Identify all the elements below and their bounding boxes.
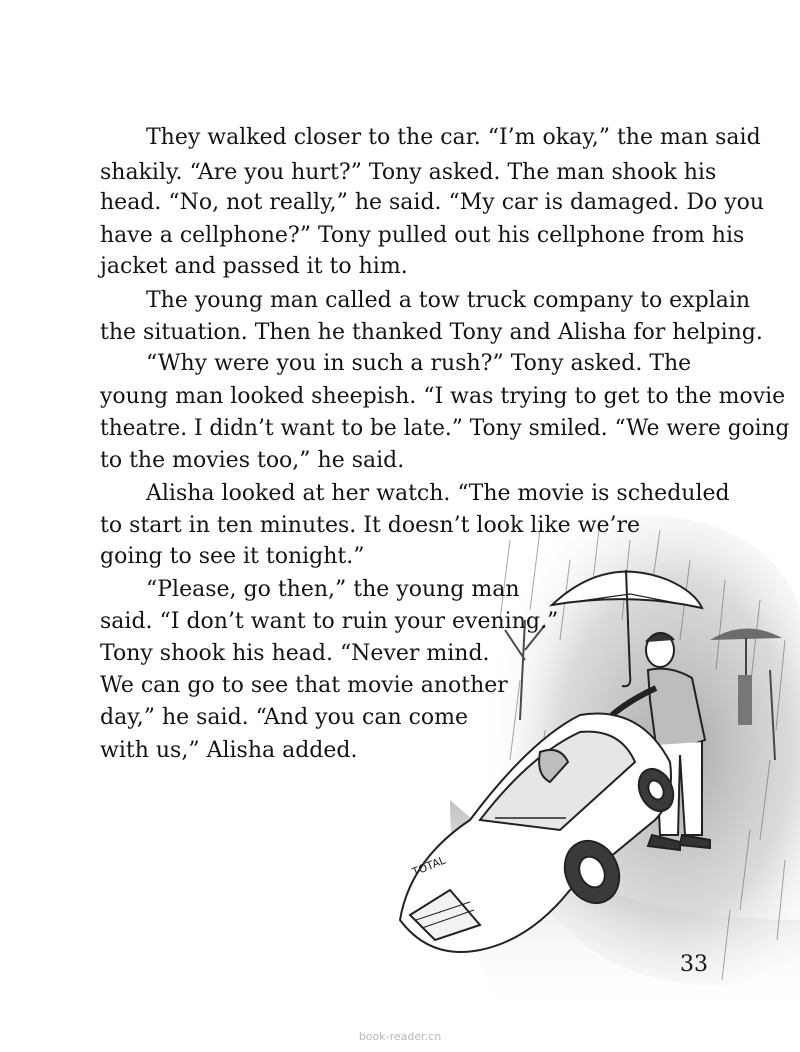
text-line: “Please, go then,” the young man <box>146 577 520 602</box>
text-line: going to see it tonight.” <box>100 544 365 569</box>
text-line: They walked closer to the car. “I’m okay,” the man said <box>146 125 761 150</box>
text-line: Tony shook his head. “Never mind. <box>100 641 490 666</box>
text-line: We can go to see that movie another <box>100 673 508 698</box>
text-line: to start in ten minutes. It doesn’t look like we’re <box>100 513 641 538</box>
text-line: to the movies too,” he said. <box>100 448 405 473</box>
text-line: theatre. I didn’t want to be late.” Tony smiled. “We were going <box>100 416 790 441</box>
text-line: shakily. “Are you hurt?” Tony asked. The man shook his <box>100 160 717 185</box>
watermark: book-reader.cn <box>358 1030 442 1043</box>
text-line: Alisha looked at her watch. “The movie is scheduled <box>146 481 730 506</box>
car-hood-sign: TOTAL <box>410 853 448 879</box>
text-line: said. “I don’t want to ruin your evening.” <box>100 609 559 634</box>
text-line: The young man called a tow truck company to explain <box>146 288 751 313</box>
text-line: day,” he said. “And you can come <box>100 705 469 730</box>
text-line: young man looked sheepish. “I was trying to get to the movie <box>100 384 786 409</box>
text-line: head. “No, not really,” he said. “My car is damaged. Do you <box>100 190 765 215</box>
text-line: the situation. Then he thanked Tony and Alisha for helping. <box>100 320 763 345</box>
text-line: jacket and passed it to him. <box>100 254 408 279</box>
text-line: have a cellphone?” Tony pulled out his cellphone from his <box>100 223 745 248</box>
text-line: “Why were you in such a rush?” Tony asked. The <box>146 351 692 376</box>
text-line: with us,” Alisha added. <box>100 738 358 763</box>
page-number: 33 <box>680 952 708 977</box>
